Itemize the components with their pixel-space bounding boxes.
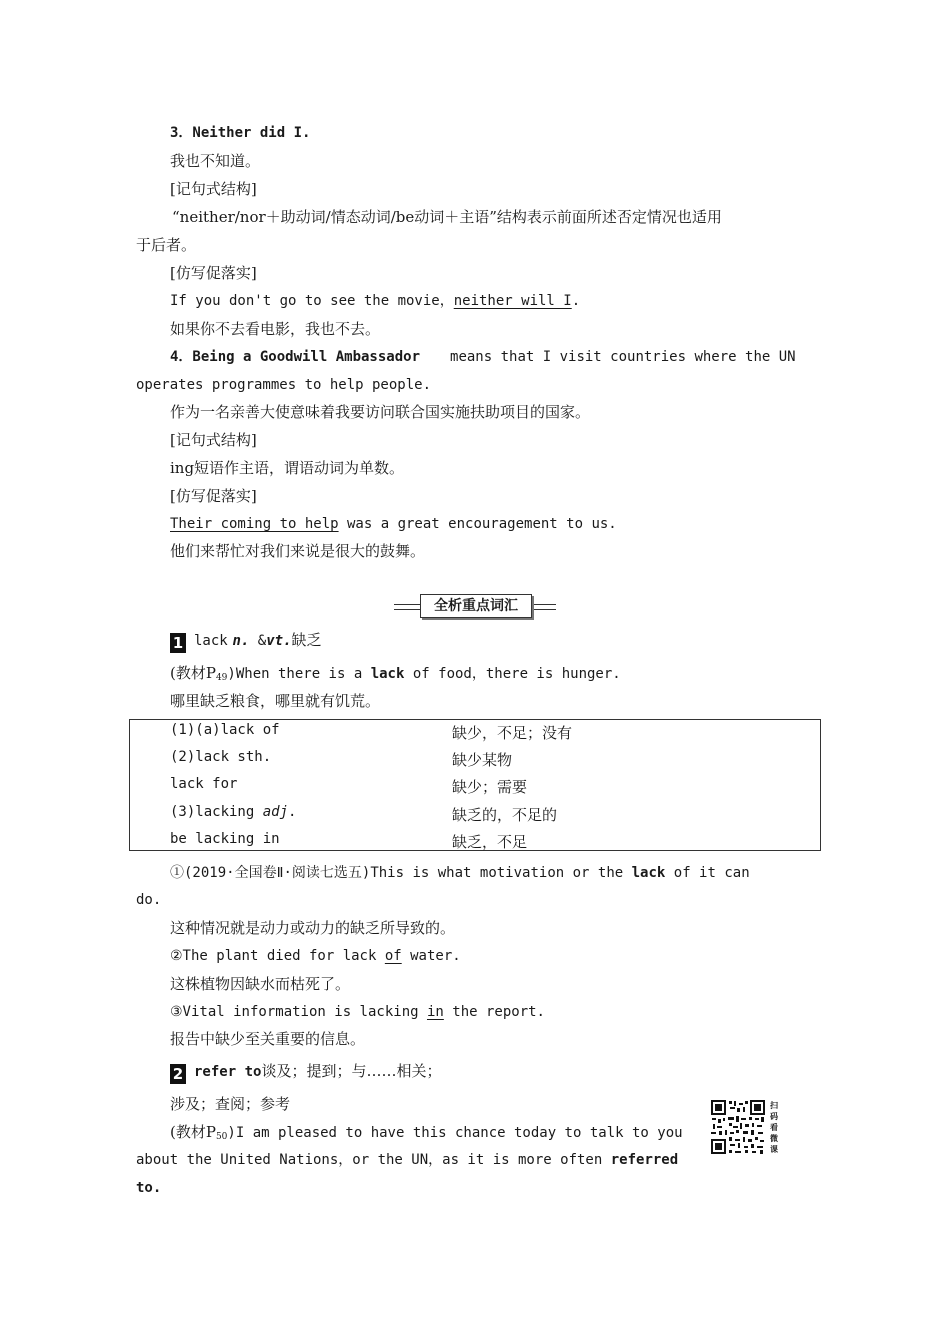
sentence-4-bold: 4．Being a Goodwill Ambassador [170,349,421,365]
part-of-speech: n. [232,633,250,649]
example-keyword: referred [610,1152,679,1168]
table-row [130,720,820,746]
vocab-meaning: 缺乏 [291,631,322,649]
example-3 [170,1002,545,1022]
table-row [130,774,820,800]
practice-tag: [仿写促落实] [170,487,257,505]
vocab-number-badge: 2 [170,1064,186,1084]
example-3-translation: 报告中缺少至关重要的信息。 [170,1030,366,1048]
sentence-4-rest: means that I visit countries where the UN [450,349,796,365]
practice-answer: neither will I [453,293,572,309]
phrase-text: (3)lacking [170,804,263,820]
example-2-translation: 这株植物因缺水而枯死了。 [170,975,351,993]
practice-text-end: . [571,293,581,309]
structure-note: ing短语作主语，谓语动词为单数。 [170,459,405,477]
textbook-example [170,1122,683,1147]
textbook-example-line2 [136,1150,678,1170]
structure-note-line1: “neither/nor＋助动词/情态动词/be动词＋主语”结构表示前面所述否定情况也适用 [172,208,722,226]
page-number: 50 [215,1132,228,1142]
table-phrase: (1)(a)lack of [170,722,280,738]
page-number: 49 [215,673,228,683]
usage-table [129,719,821,851]
textbook-example-translation: 哪里缺乏粮食，哪里就有饥荒。 [170,692,381,710]
practice-translation: 如果你不去看电影，我也不去。 [170,320,381,338]
sentence-3-translation: 我也不知道。 [170,152,261,170]
practice-text: If you don't go to see the movie， [170,293,454,309]
example-text-end: water. [401,948,461,964]
practice-sentence [170,514,617,534]
vocab-1-heading [170,630,322,653]
vocab-word: lack [194,633,228,649]
example-1-line2: do. [136,892,162,908]
example-1 [170,862,750,883]
example-text: )When there is a [227,666,371,682]
example-text-end: of it can [665,865,750,881]
part-of-speech: vt. [266,633,292,649]
vocab-number-badge: 1 [170,633,186,653]
practice-translation: 他们来帮忙对我们来说是很大的鼓舞。 [170,542,426,560]
table-row [130,747,820,773]
vocab-meaning: 谈及；提到；与……相关； [261,1062,442,1080]
vocab-word: refer to [194,1064,262,1080]
example-2 [170,946,461,966]
table-meaning: 缺乏，不足 [452,833,528,851]
practice-answer: Their coming to help [170,516,339,532]
example-keyword: lack [631,865,666,881]
table-meaning: 缺乏的，不足的 [452,806,558,824]
qr-caption: 扫码看微课 [770,1101,778,1154]
example-answer: in [426,1004,444,1020]
sentence-4-heading [170,347,796,367]
ampersand: & [249,633,267,649]
table-meaning: 缺少某物 [452,751,513,769]
example-text: ③Vital information is lacking [170,1004,427,1020]
structure-tag: [记句式结构] [170,431,257,449]
banner-title: 全析重点词汇 [420,594,532,618]
table-meaning: 缺少，不足；没有 [452,724,573,742]
phrase-end: . [288,804,297,820]
table-phrase: be lacking in [170,831,280,847]
textbook-example [170,663,621,688]
table-meaning: 缺少；需要 [452,778,528,796]
phrase-pos: adj [262,804,289,820]
example-text-end: of food，there is hunger. [404,666,621,682]
example-answer: of [384,948,402,964]
vocab-2-heading [170,1061,441,1084]
example-text: )I am pleased to have this chance today to talk to you [227,1125,683,1141]
section-banner [394,594,556,618]
table-phrase: (2)lack sth. [170,749,272,765]
structure-note-line2: 于后者。 [136,236,197,254]
example-text: ①(2019·全国卷Ⅱ·阅读七选五)This is what motivation or the [170,865,632,881]
sentence-4-translation: 作为一名亲善大使意味着我要访问联合国实施扶助项目的国家。 [170,403,591,421]
vocab-2-meaning-cont: 涉及；查阅；参考 [170,1095,291,1113]
example-text: ②The plant died for lack [170,948,385,964]
example-text-end: the report. [443,1004,545,1020]
source-label: (教材P [170,1123,216,1141]
qr-code-icon[interactable] [710,1099,766,1155]
table-phrase [170,804,296,820]
practice-text: was a great encouragement to us. [338,516,617,532]
practice-sentence [170,291,580,311]
sentence-4-line2: operates programmes to help people. [136,377,432,393]
source-label: (教材P [170,664,216,682]
textbook-example-line3: to. [136,1180,162,1196]
table-row [130,802,820,828]
practice-tag: [仿写促落实] [170,264,257,282]
example-keyword: lack [370,666,405,682]
sentence-3-heading: 3．Neither did I. [170,125,311,141]
table-row [130,829,820,855]
example-text: about the United Nations，or the UN，as it is more often [136,1152,611,1168]
table-phrase: lack for [170,776,238,792]
example-1-translation: 这种情况就是动力或动力的缺乏所导致的。 [170,919,456,937]
structure-tag: [记句式结构] [170,180,257,198]
